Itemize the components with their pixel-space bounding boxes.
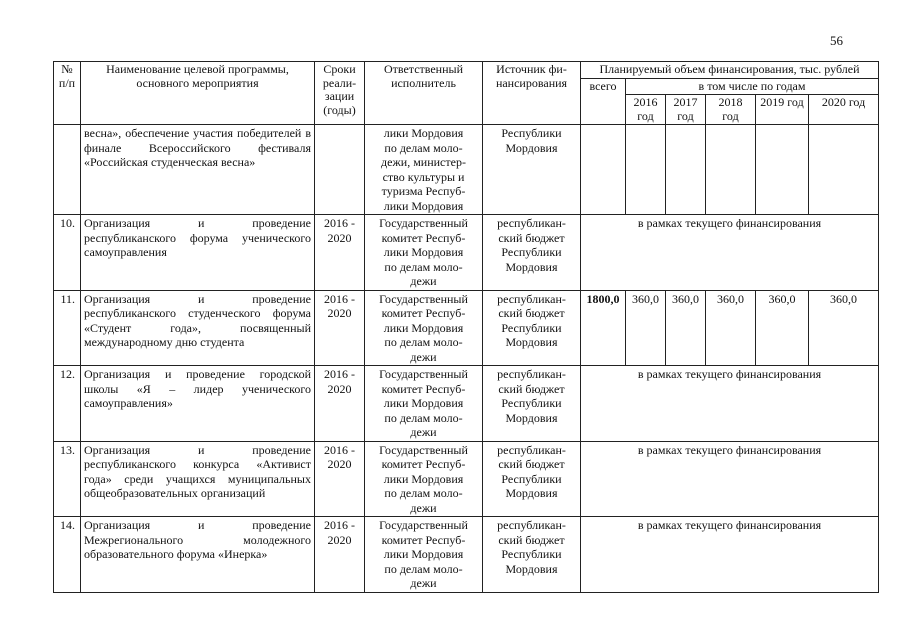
cell-num: 12. — [54, 366, 81, 442]
cell-source: республикан- ский бюджет Республики Мордовия — [483, 366, 581, 442]
cell-source: республикан- ский бюджет Республики Мордовия — [483, 215, 581, 291]
cell-num: 10. — [54, 215, 81, 291]
cell-num — [54, 125, 81, 215]
cell-period: 2016 - 2020 — [315, 517, 365, 593]
cell-name: Организация и проведение республиканского студенческого форума «Студент года», посвященный международному дню студента — [81, 290, 315, 366]
header-year: 2018 год — [706, 95, 756, 125]
header-period: Сроки реали-зации (годы) — [315, 62, 365, 125]
cell-period: 2016 - 2020 — [315, 290, 365, 366]
cell-executor: Государственный комитет Респуб- лики Мордовия по делам моло- дежи — [365, 290, 483, 366]
cell-executor: Государственный комитет Респуб- лики Мордовия по делам моло- дежи — [365, 441, 483, 517]
cell-executor: Государственный комитет Респуб- лики Мордовия по делам моло- дежи — [365, 366, 483, 442]
cell-period: 2016 - 2020 — [315, 366, 365, 442]
header-year: 2020 год — [809, 95, 879, 125]
cell-financing-note: в рамках текущего финансирования — [581, 517, 879, 593]
cell-num: 13. — [54, 441, 81, 517]
cell-source: республикан- ский бюджет Республики Мордовия — [483, 517, 581, 593]
header-executor: Ответственный исполнитель — [365, 62, 483, 125]
header-by-years: в том числе по годам — [626, 78, 879, 95]
cell-year: 360,0 — [626, 290, 666, 366]
table-header — [54, 62, 879, 125]
cell-total — [581, 125, 626, 215]
cell-executor: лики Мордовия по делам моло- дежи, министер- ство культуры и туризма Респуб- лики Мордовия — [365, 125, 483, 215]
page-number: 56 — [830, 33, 843, 48]
cell-source: республикан- ский бюджет Республики Мордовия — [483, 290, 581, 366]
cell-name: весна», обеспечение участия победителей в финале Всероссийского фестиваля «Российская студенческая весна» — [81, 125, 315, 215]
cell-year: 360,0 — [666, 290, 706, 366]
table-row — [54, 517, 879, 593]
cell-name: Организация и проведение республиканского форума ученического самоуправления — [81, 215, 315, 291]
table-row-continuation — [54, 125, 879, 215]
cell-period: 2016 - 2020 — [315, 441, 365, 517]
cell-num: 11. — [54, 290, 81, 366]
cell-name: Организация и проведение городской школы «Я – лидер ученического самоуправления» — [81, 366, 315, 442]
financing-table — [53, 61, 879, 593]
cell-year: 360,0 — [756, 290, 809, 366]
cell-source: Республики Мордовия — [483, 125, 581, 215]
cell-num: 14. — [54, 517, 81, 593]
header-name: Наименование целевой программы, основного мероприятия — [81, 62, 315, 125]
cell-source: республикан- ский бюджет Республики Мордовия — [483, 441, 581, 517]
cell-year: 360,0 — [706, 290, 756, 366]
cell-year — [626, 125, 666, 215]
header-year: 2019 год — [756, 95, 809, 125]
cell-period — [315, 125, 365, 215]
cell-year — [756, 125, 809, 215]
cell-name: Организация и проведение Межрегионального молодежного образовательного форума «Инерка» — [81, 517, 315, 593]
table-row — [54, 215, 879, 291]
cell-financing-note: в рамках текущего финансирования — [581, 441, 879, 517]
header-source: Источник фи-нансирования — [483, 62, 581, 125]
cell-financing-note: в рамках текущего финансирования — [581, 366, 879, 442]
table-row — [54, 290, 879, 366]
header-num: № п/п — [54, 62, 81, 125]
cell-financing-note: в рамках текущего финансирования — [581, 215, 879, 291]
cell-year — [666, 125, 706, 215]
cell-total: 1800,0 — [581, 290, 626, 366]
cell-year — [809, 125, 879, 215]
cell-executor: Государственный комитет Респуб- лики Мордовия по делам моло- дежи — [365, 215, 483, 291]
header-total: всего — [581, 78, 626, 125]
cell-year — [706, 125, 756, 215]
header-financing: Планируемый объем финансирования, тыс. рублей — [581, 62, 879, 79]
header-year: 2016 год — [626, 95, 666, 125]
table-row — [54, 366, 879, 442]
cell-executor: Государственный комитет Респуб- лики Мордовия по делам моло- дежи — [365, 517, 483, 593]
cell-name: Организация и проведение республиканского конкурса «Активист года» среди учащихся муниципальных общеобразовательных организаций — [81, 441, 315, 517]
cell-year: 360,0 — [809, 290, 879, 366]
cell-period: 2016 - 2020 — [315, 215, 365, 291]
table-row — [54, 441, 879, 517]
header-year: 2017 год — [666, 95, 706, 125]
